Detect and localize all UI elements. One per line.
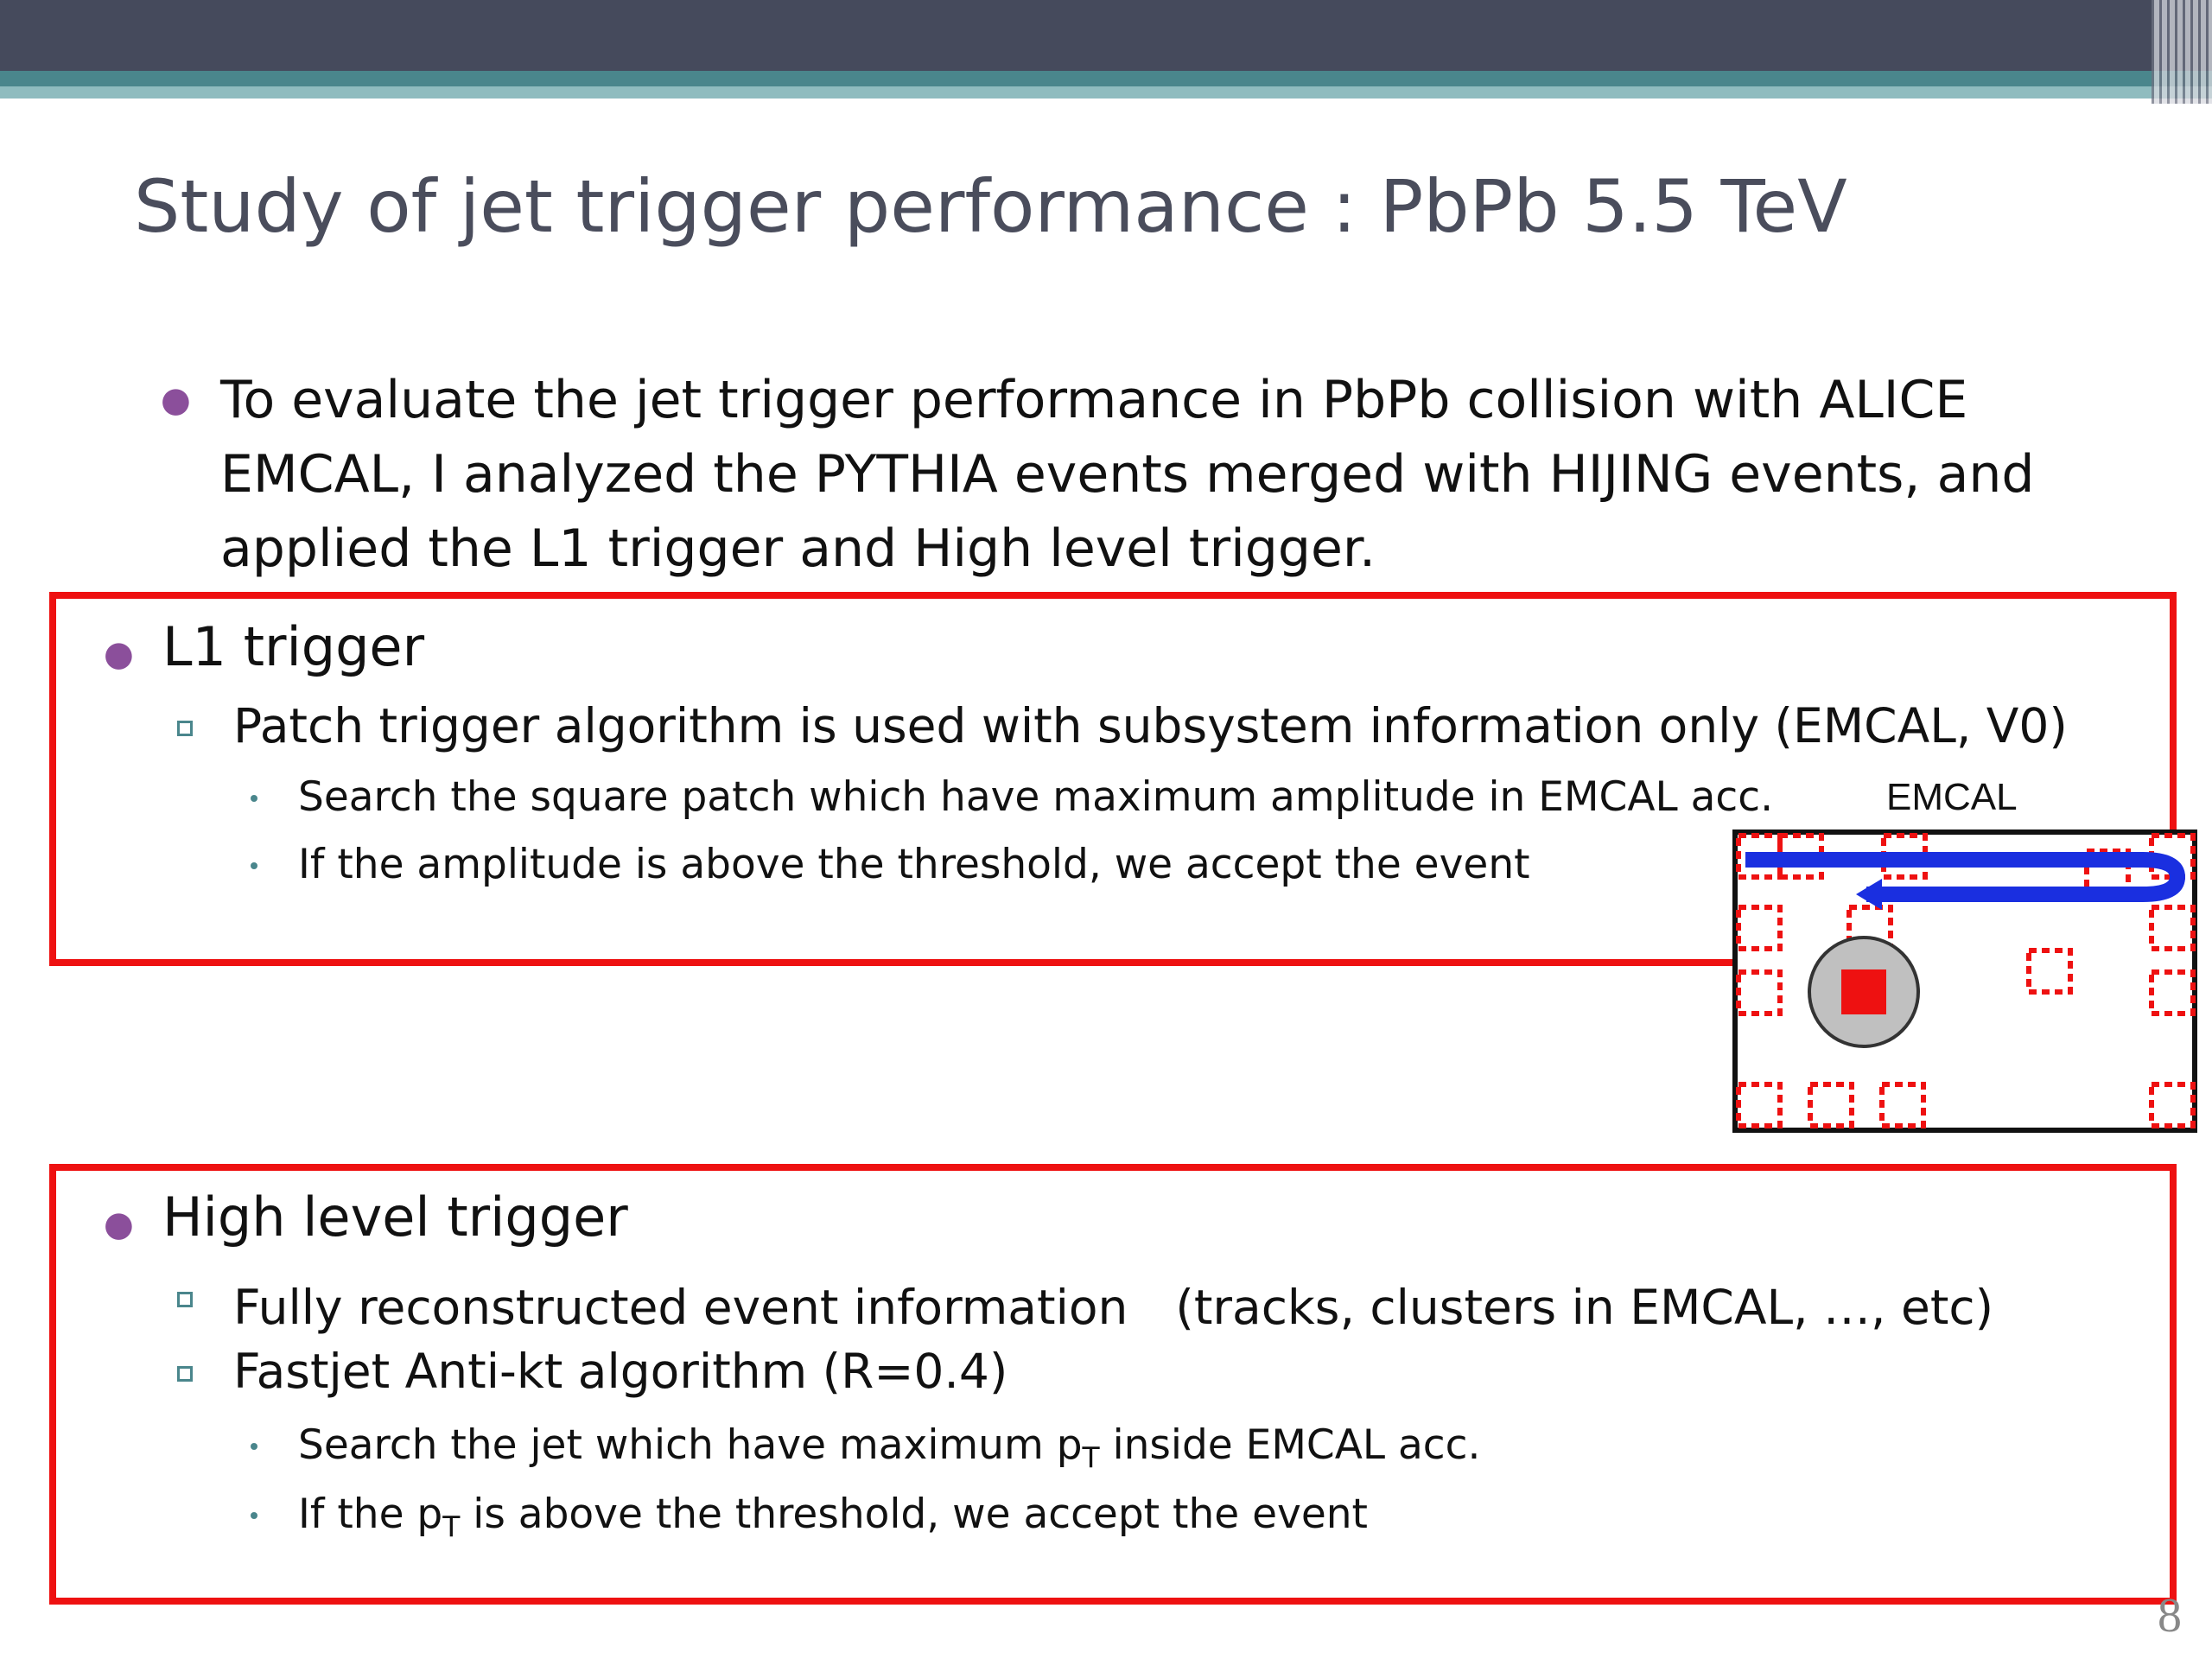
header-bar [0,0,2212,71]
l1-detail-item: If the amplitude is above the threshold, we accept the event [298,841,1530,888]
header-edge-lines [2152,0,2212,104]
slide-title: Study of jet trigger performance : PbPb 5.5 TeV [134,164,1847,249]
page-number: 8 [2158,1589,2182,1643]
hlt-sub-item: Fully reconstructed event information (tracks, clusters in EMCAL, …, etc) [233,1280,1994,1335]
square-bullet-icon [177,1292,193,1307]
l1-detail-item: Search the square patch which have maximum amplitude in EMCAL acc. [298,773,1774,821]
bullet-dot-icon: ● [104,1205,134,1244]
jet-icon [1809,938,1918,1046]
bullet-dot-icon: ● [161,380,191,420]
emcal-patch-diagram [1728,825,2203,1136]
header-accent-line [0,86,2212,99]
small-bullet-icon [251,1512,257,1519]
intro-line: applied the L1 trigger and High level trigger. [220,518,1376,579]
small-bullet-icon [251,1443,257,1450]
square-bullet-icon [177,721,193,736]
square-bullet-icon [177,1366,193,1382]
hlt-detail-item: Search the jet which have maximum $p_T$ inside EMCAL acc. [298,1421,1481,1475]
intro-line: EMCAL, I analyzed the PYTHIA events merged with HIJING events, and [220,444,2035,505]
l1-sub-item: Patch trigger algorithm is used with subsystem information only (EMCAL, V0) [233,698,2068,753]
emcal-label: EMCAL [1886,776,2018,818]
intro-line: To evaluate the jet trigger performance in PbPb collision with ALICE [220,370,1968,430]
l1-heading: L1 trigger [162,615,425,678]
header-accent-bar [0,71,2212,86]
small-bullet-icon [251,795,257,802]
hlt-detail-item: If the $p_T$ is above the threshold, we accept the event [298,1491,1368,1544]
hlt-sub-item: Fastjet Anti-kt algorithm (R=0.4) [233,1344,1008,1399]
bullet-dot-icon: ● [104,634,134,674]
hlt-heading: High level trigger [162,1185,628,1249]
small-bullet-icon [251,862,257,869]
intro-text [220,363,2095,586]
